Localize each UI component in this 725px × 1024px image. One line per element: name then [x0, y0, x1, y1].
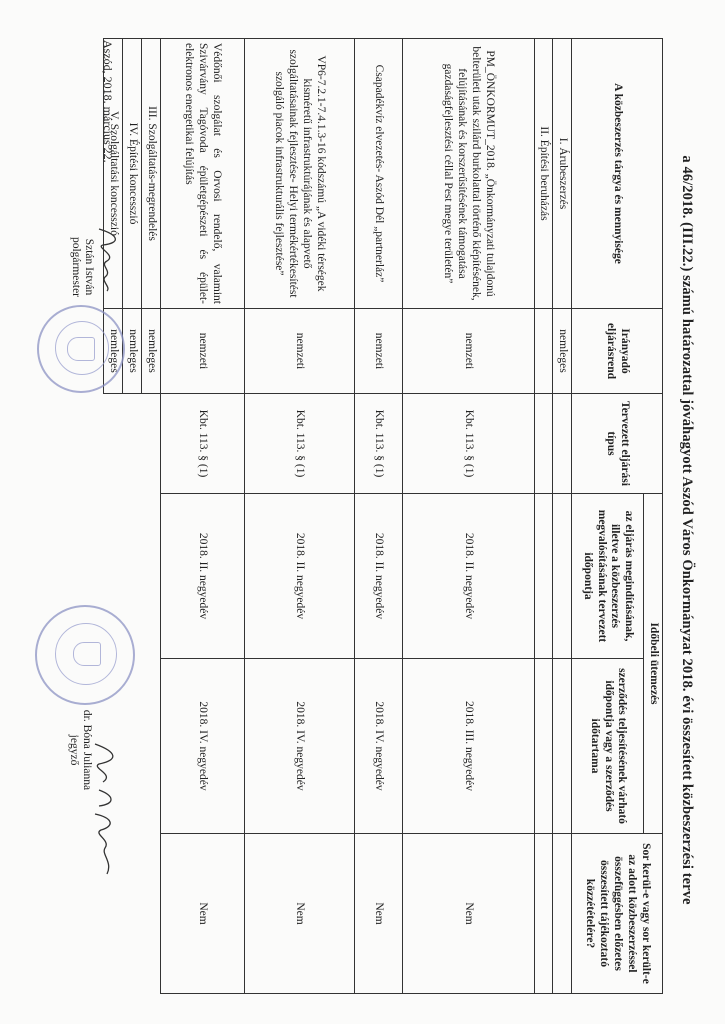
row-procedure: nemzeti — [244, 309, 354, 394]
header-subject: A közbeszerzés tárgya és mennyisége — [572, 39, 663, 309]
mayor-signature-block — [69, 222, 95, 312]
row-subject: VP6-7.2.1-7.4.1.3-16 kódszámú „A vidéki térségek kisméretű infrastruktúrájának és alapvető szolgáltatásainak fejlesztése- Helyi termékértékesítést szolgáló piacok infrastrukturális fejlesztése” — [244, 39, 354, 309]
mayor-name: Sztán István — [83, 238, 95, 296]
procurement-plan-table — [103, 38, 663, 994]
section-title-construction-concession: IV. Építési koncesszió — [123, 39, 142, 309]
row-subject: Csapadékvíz elvezetés- Aszód Dél „partnerláz” — [354, 39, 402, 309]
row-type: Kbt. 113. § (1) — [160, 394, 244, 494]
row-start: 2018. II. negyedév — [402, 494, 534, 659]
row-end: 2018. III. negyedév — [402, 659, 534, 834]
section-value-construction-concession: nemleges — [123, 309, 142, 394]
section-row-goods — [553, 39, 572, 994]
row-notice: Nem — [354, 834, 402, 994]
row-notice: Nem — [244, 834, 354, 994]
header-procedure: Irányadó eljárásrend — [572, 309, 663, 394]
notary-title: jegyző — [67, 734, 80, 766]
row-start: 2018. II. negyedév — [354, 494, 402, 659]
row-start: 2018. II. negyedév — [244, 494, 354, 659]
row-procedure: nemzeti — [160, 309, 244, 394]
official-stamp-icon — [35, 605, 135, 705]
signature-icon — [91, 225, 125, 295]
table-row — [354, 39, 402, 994]
header-notice: Sor kerül-e vagy sor került-e az adott közbeszerzéssel összefüggésben előzetes összesített tájékoztató közzétételére? — [572, 834, 663, 994]
section-title-services: III. Szolgáltatás-megrendelés — [141, 39, 160, 309]
table-row — [160, 39, 244, 994]
row-procedure: nemzeti — [402, 309, 534, 394]
row-end: 2018. IV. negyedév — [354, 659, 402, 834]
official-stamp-icon — [37, 305, 125, 393]
header-row-1 — [644, 39, 663, 994]
notary-signature-block — [67, 695, 93, 805]
section-row-services — [141, 39, 160, 994]
row-notice: Nem — [160, 834, 244, 994]
row-type: Kbt. 113. § (1) — [402, 394, 534, 494]
row-subject: Védőnői szolgálat és Orvosi rendelő, valamint Szivárvány Tagóvoda épületgépészeti és épület-elektronos energetikai felújítás — [160, 39, 244, 309]
section-row-construction — [534, 39, 553, 994]
notary-name: dr. Bóna Julianna — [81, 709, 93, 791]
row-end: 2018. IV. negyedév — [160, 659, 244, 834]
section-value-service-concession: nemleges — [104, 309, 123, 394]
section-title-construction: II. Építési beruházás — [534, 39, 553, 309]
table-row — [402, 39, 534, 994]
section-title-service-concession: V. Szolgáltatási koncesszió — [104, 39, 123, 309]
place-and-date: Aszód, 2018. március 22. — [101, 40, 115, 163]
row-notice: Nem — [402, 834, 534, 994]
row-procedure: nemzeti — [354, 309, 402, 394]
row-type: Kbt. 113. § (1) — [354, 394, 402, 494]
row-start: 2018. II. negyedév — [160, 494, 244, 659]
section-title-goods: I. Árubeszerzés — [553, 39, 572, 309]
header-type: Tervezett eljárási típus — [572, 394, 663, 494]
header-schedule: Időbeli ütemezés — [644, 494, 663, 834]
section-value-services: nemleges — [141, 309, 160, 394]
section-value-goods: nemleges — [553, 309, 572, 394]
header-start: az eljárás megindításának, illetve a közbeszerzés megvalósításának tervezett időpontja — [572, 494, 644, 659]
section-row-construction-concession — [123, 39, 142, 994]
mayor-title: polgármester — [69, 236, 82, 298]
header-end: szerződés teljesítésének várható időpontja vagy a szerződés időtartama — [572, 659, 644, 834]
row-end: 2018. IV. negyedév — [244, 659, 354, 834]
table-row — [244, 39, 354, 994]
row-type: Kbt. 113. § (1) — [244, 394, 354, 494]
row-subject: PM_ÖNKORMUT_2018. „Önkormányzati tulajdonú belterületi utak szilárd burkolattal történő kiépítésének, felújításának és korszerűsítésének támogatása gazdaságfejlesztési céllal Pest megye területén” — [402, 39, 534, 309]
document-title: a 46/2018. (III.22.) számú határozattal jóváhagyott Aszód Város Önkormányzat 2018. évi összesített közbeszerzési terve — [679, 155, 695, 905]
